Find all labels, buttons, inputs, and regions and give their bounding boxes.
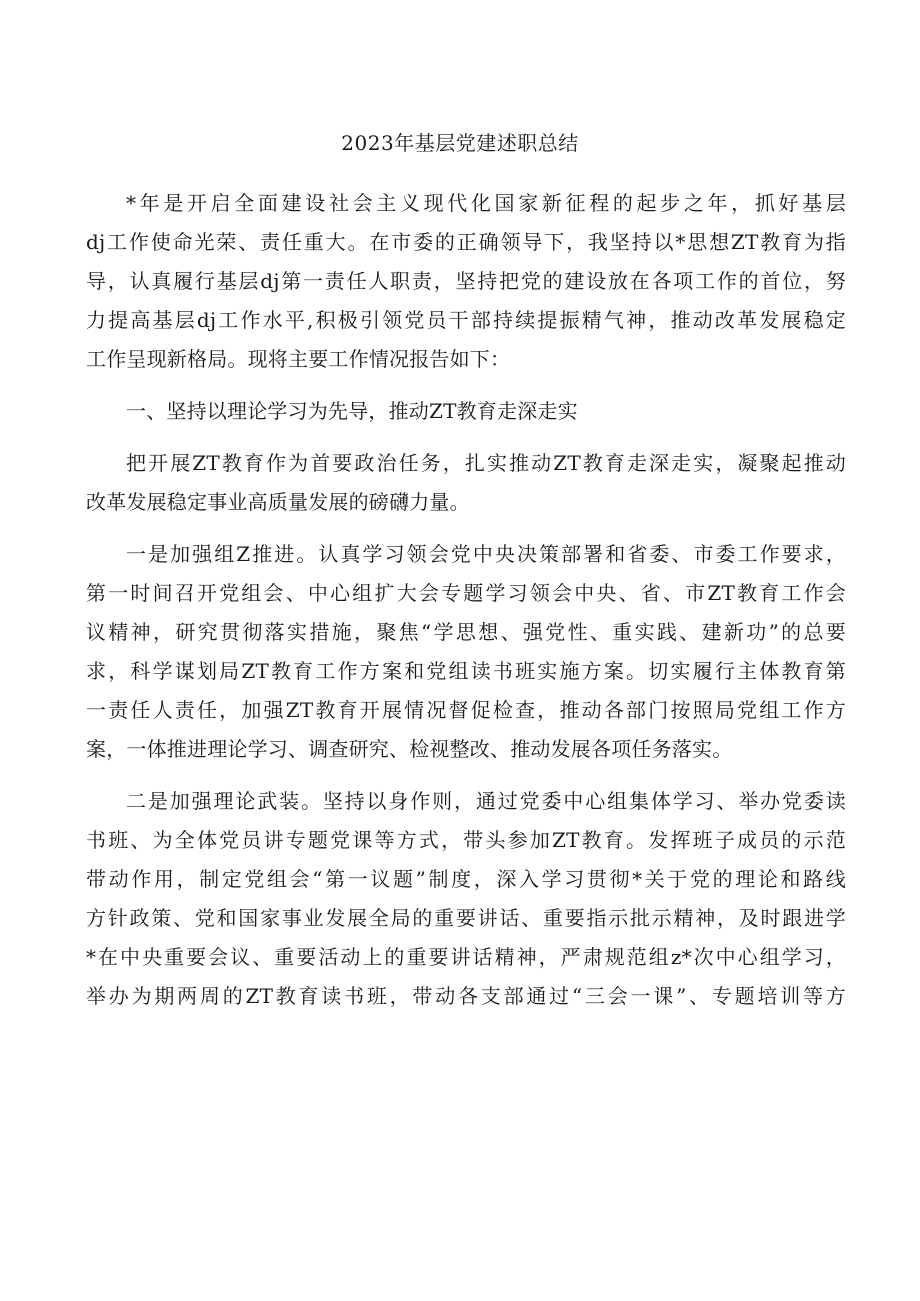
paragraph-line: 导，认真履行基层dj第一责任人职责，坚持把党的建设放在各项工作的首位，努 [86, 269, 846, 293]
document-title: 2023年基层党建述职总结 [341, 131, 579, 155]
section-heading: 一、坚持以理论学习为先导，推动ZT教育走深走实 [126, 399, 578, 423]
paragraph-line: 举办为期两周的ZT教育读书班，带动各支部通过“三会一课”、专题培训等方 [86, 984, 846, 1008]
paragraph-line: 书班、为全体党员讲专题党课等方式，带头参加ZT教育。发挥班子成员的示范 [86, 828, 846, 852]
paragraph-line: 方针政策、党和国家事业发展全局的重要讲话、重要指示批示精神，及时跟进学 [86, 906, 846, 930]
paragraph-line: 力提高基层dj工作水平,积极引领党员干部持续提振精气神，推动改革发展稳定 [86, 308, 846, 332]
paragraph-line: dj工作使命光荣、责任重大。在市委的正确领导下，我坚持以*思想ZT教育为指 [86, 230, 846, 254]
paragraph-line: 求，科学谋划局ZT教育工作方案和党组读书班实施方案。切实履行主体教育第 [86, 659, 846, 683]
paragraph-line: 带动作用，制定党组会“第一议题”制度，深入学习贯彻*关于党的理论和路线 [86, 867, 846, 891]
document-body [86, 184, 846, 1016]
paragraph-line: 改革发展稳定事业高质量发展的磅礴力量。 [86, 490, 470, 514]
paragraph-line: 一是加强组Z推进。认真学习领会党中央决策部署和省委、市委工作要求， [126, 542, 846, 566]
paragraph-line: 案，一体推进理论学习、调查研究、检视整改、推动发展各项任务落实。 [86, 737, 733, 761]
paragraph-line: 一责任人责任，加强ZT教育开展情况督促检查，推动各部门按照局党组工作方 [86, 698, 846, 722]
paragraph-line: 议精神，研究贯彻落实措施，聚焦“学思想、强党性、重实践、建新功”的总要 [86, 620, 846, 644]
paragraph-line: 把开展ZT教育作为首要政治任务，扎实推动ZT教育走深走实，凝聚起推动 [126, 451, 846, 475]
paragraph-line: 二是加强理论武装。坚持以身作则，通过党委中心组集体学习、举办党委读 [126, 789, 846, 813]
paragraph-line: *年是开启全面建设社会主义现代化国家新征程的起步之年，抓好基层 [126, 191, 846, 215]
paragraph-line: *在中央重要会议、重要活动上的重要讲话精神，严肃规范组z*次中心组学习， [86, 945, 846, 969]
paragraph-line: 工作呈现新格局。现将主要工作情况报告如下： [86, 347, 511, 371]
paragraph-line: 第一时间召开党组会、中心组扩大会专题学习领会中央、省、市ZT教育工作会 [86, 581, 846, 605]
